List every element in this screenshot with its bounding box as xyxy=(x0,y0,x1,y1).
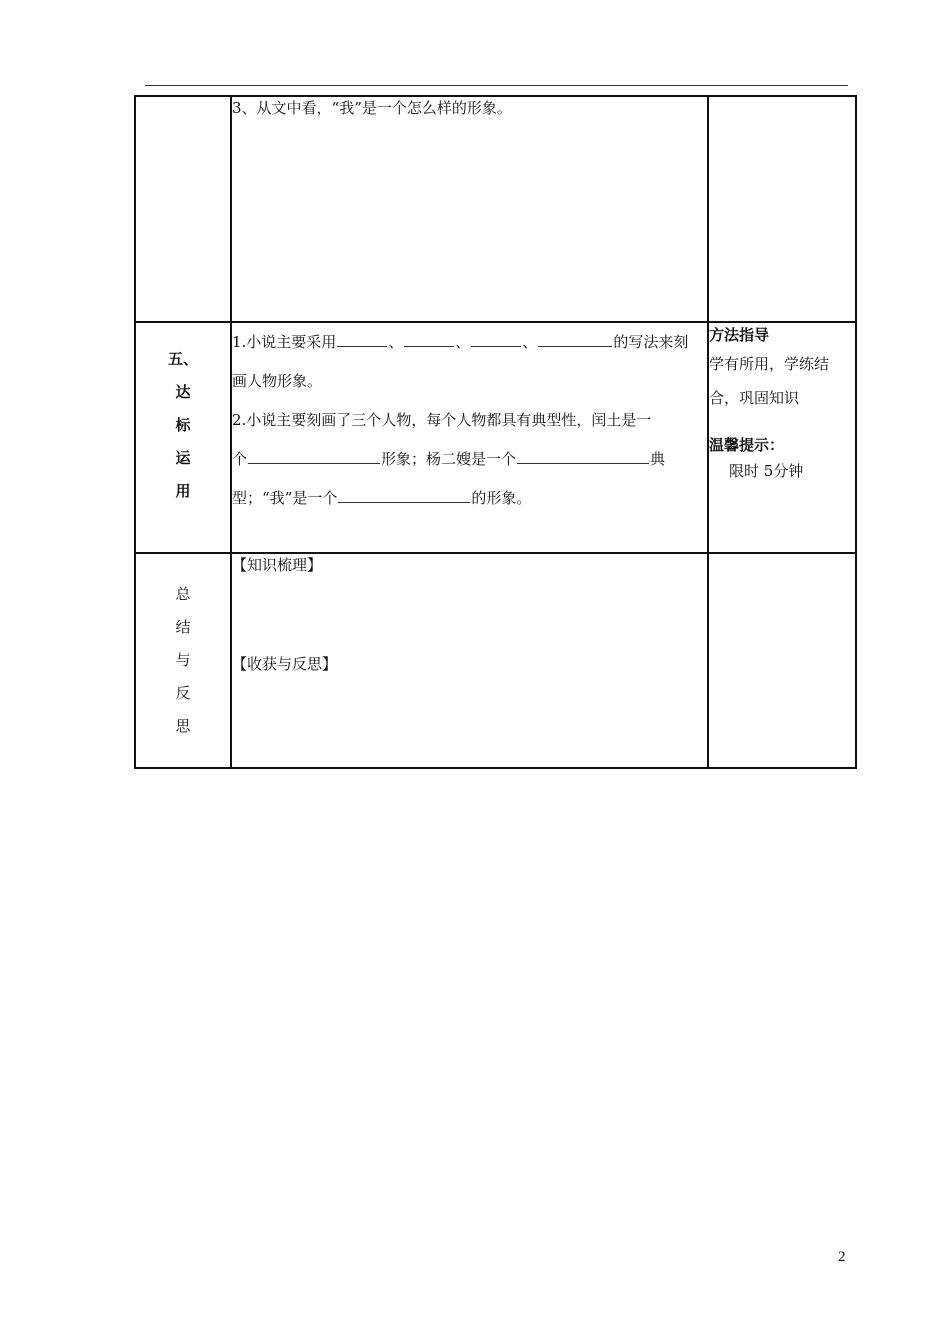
exercise-line: 1.小说主要采用 、 、 、 的写法来刻 xyxy=(232,333,689,351)
table-row xyxy=(135,322,856,553)
notes-cell xyxy=(708,96,856,322)
summary-cell xyxy=(231,553,708,768)
tip-heading: 温馨提示： xyxy=(709,436,785,454)
answer-blank[interactable] xyxy=(248,463,380,464)
section-label-char: 达 xyxy=(175,383,191,401)
knowledge-heading: 【知识梳理】 xyxy=(232,556,323,574)
question-cell xyxy=(231,96,708,322)
section-label-char: 五、 xyxy=(167,350,198,368)
notes-cell xyxy=(708,553,856,768)
section-label-char: 与 xyxy=(175,651,191,669)
answer-blank[interactable] xyxy=(404,346,454,347)
reflection-heading: 【收获与反思】 xyxy=(232,655,338,673)
exercise-line: 2.小说主要刻画了三个人物，每个人物都具有典型性，闰土是一 xyxy=(232,411,652,429)
worksheet-table xyxy=(134,95,857,769)
header-rule xyxy=(145,85,848,86)
table-row xyxy=(135,553,856,768)
answer-blank[interactable] xyxy=(538,346,612,347)
table-row xyxy=(135,96,856,322)
method-guide-text: 合，巩固知识 xyxy=(709,389,800,407)
section-label-cell xyxy=(135,322,231,553)
method-guide-heading: 方法指导 xyxy=(709,326,770,344)
time-limit: 限时 5分钟 xyxy=(729,462,804,480)
section-label-char: 标 xyxy=(175,416,191,434)
section-label-cell xyxy=(135,96,231,322)
answer-blank[interactable] xyxy=(338,502,470,503)
section-label-char: 反 xyxy=(175,684,191,702)
section-label-char: 运 xyxy=(175,449,191,467)
section-label-cell xyxy=(135,553,231,768)
answer-blank[interactable] xyxy=(337,346,387,347)
answer-blank[interactable] xyxy=(471,346,521,347)
method-guide-text: 学有所用，学练结 xyxy=(709,355,830,373)
question-3: 3、从文中看，“我”是一个怎么样的形象。 xyxy=(232,99,512,117)
section-label-char: 结 xyxy=(175,618,191,636)
section-label-char: 总 xyxy=(175,585,191,603)
exercise-line: 个 形象；杨二嫂是一个 典 xyxy=(232,450,666,468)
page-number: 2 xyxy=(838,1249,846,1265)
section-label-char: 用 xyxy=(175,482,191,500)
exercise-cell xyxy=(231,322,708,553)
section-label-char: 思 xyxy=(175,717,191,735)
answer-blank[interactable] xyxy=(517,463,649,464)
guidance-cell xyxy=(708,322,856,553)
exercise-line: 型；“我”是一个 的形象。 xyxy=(232,489,532,507)
exercise-line: 画人物形象。 xyxy=(232,372,323,390)
